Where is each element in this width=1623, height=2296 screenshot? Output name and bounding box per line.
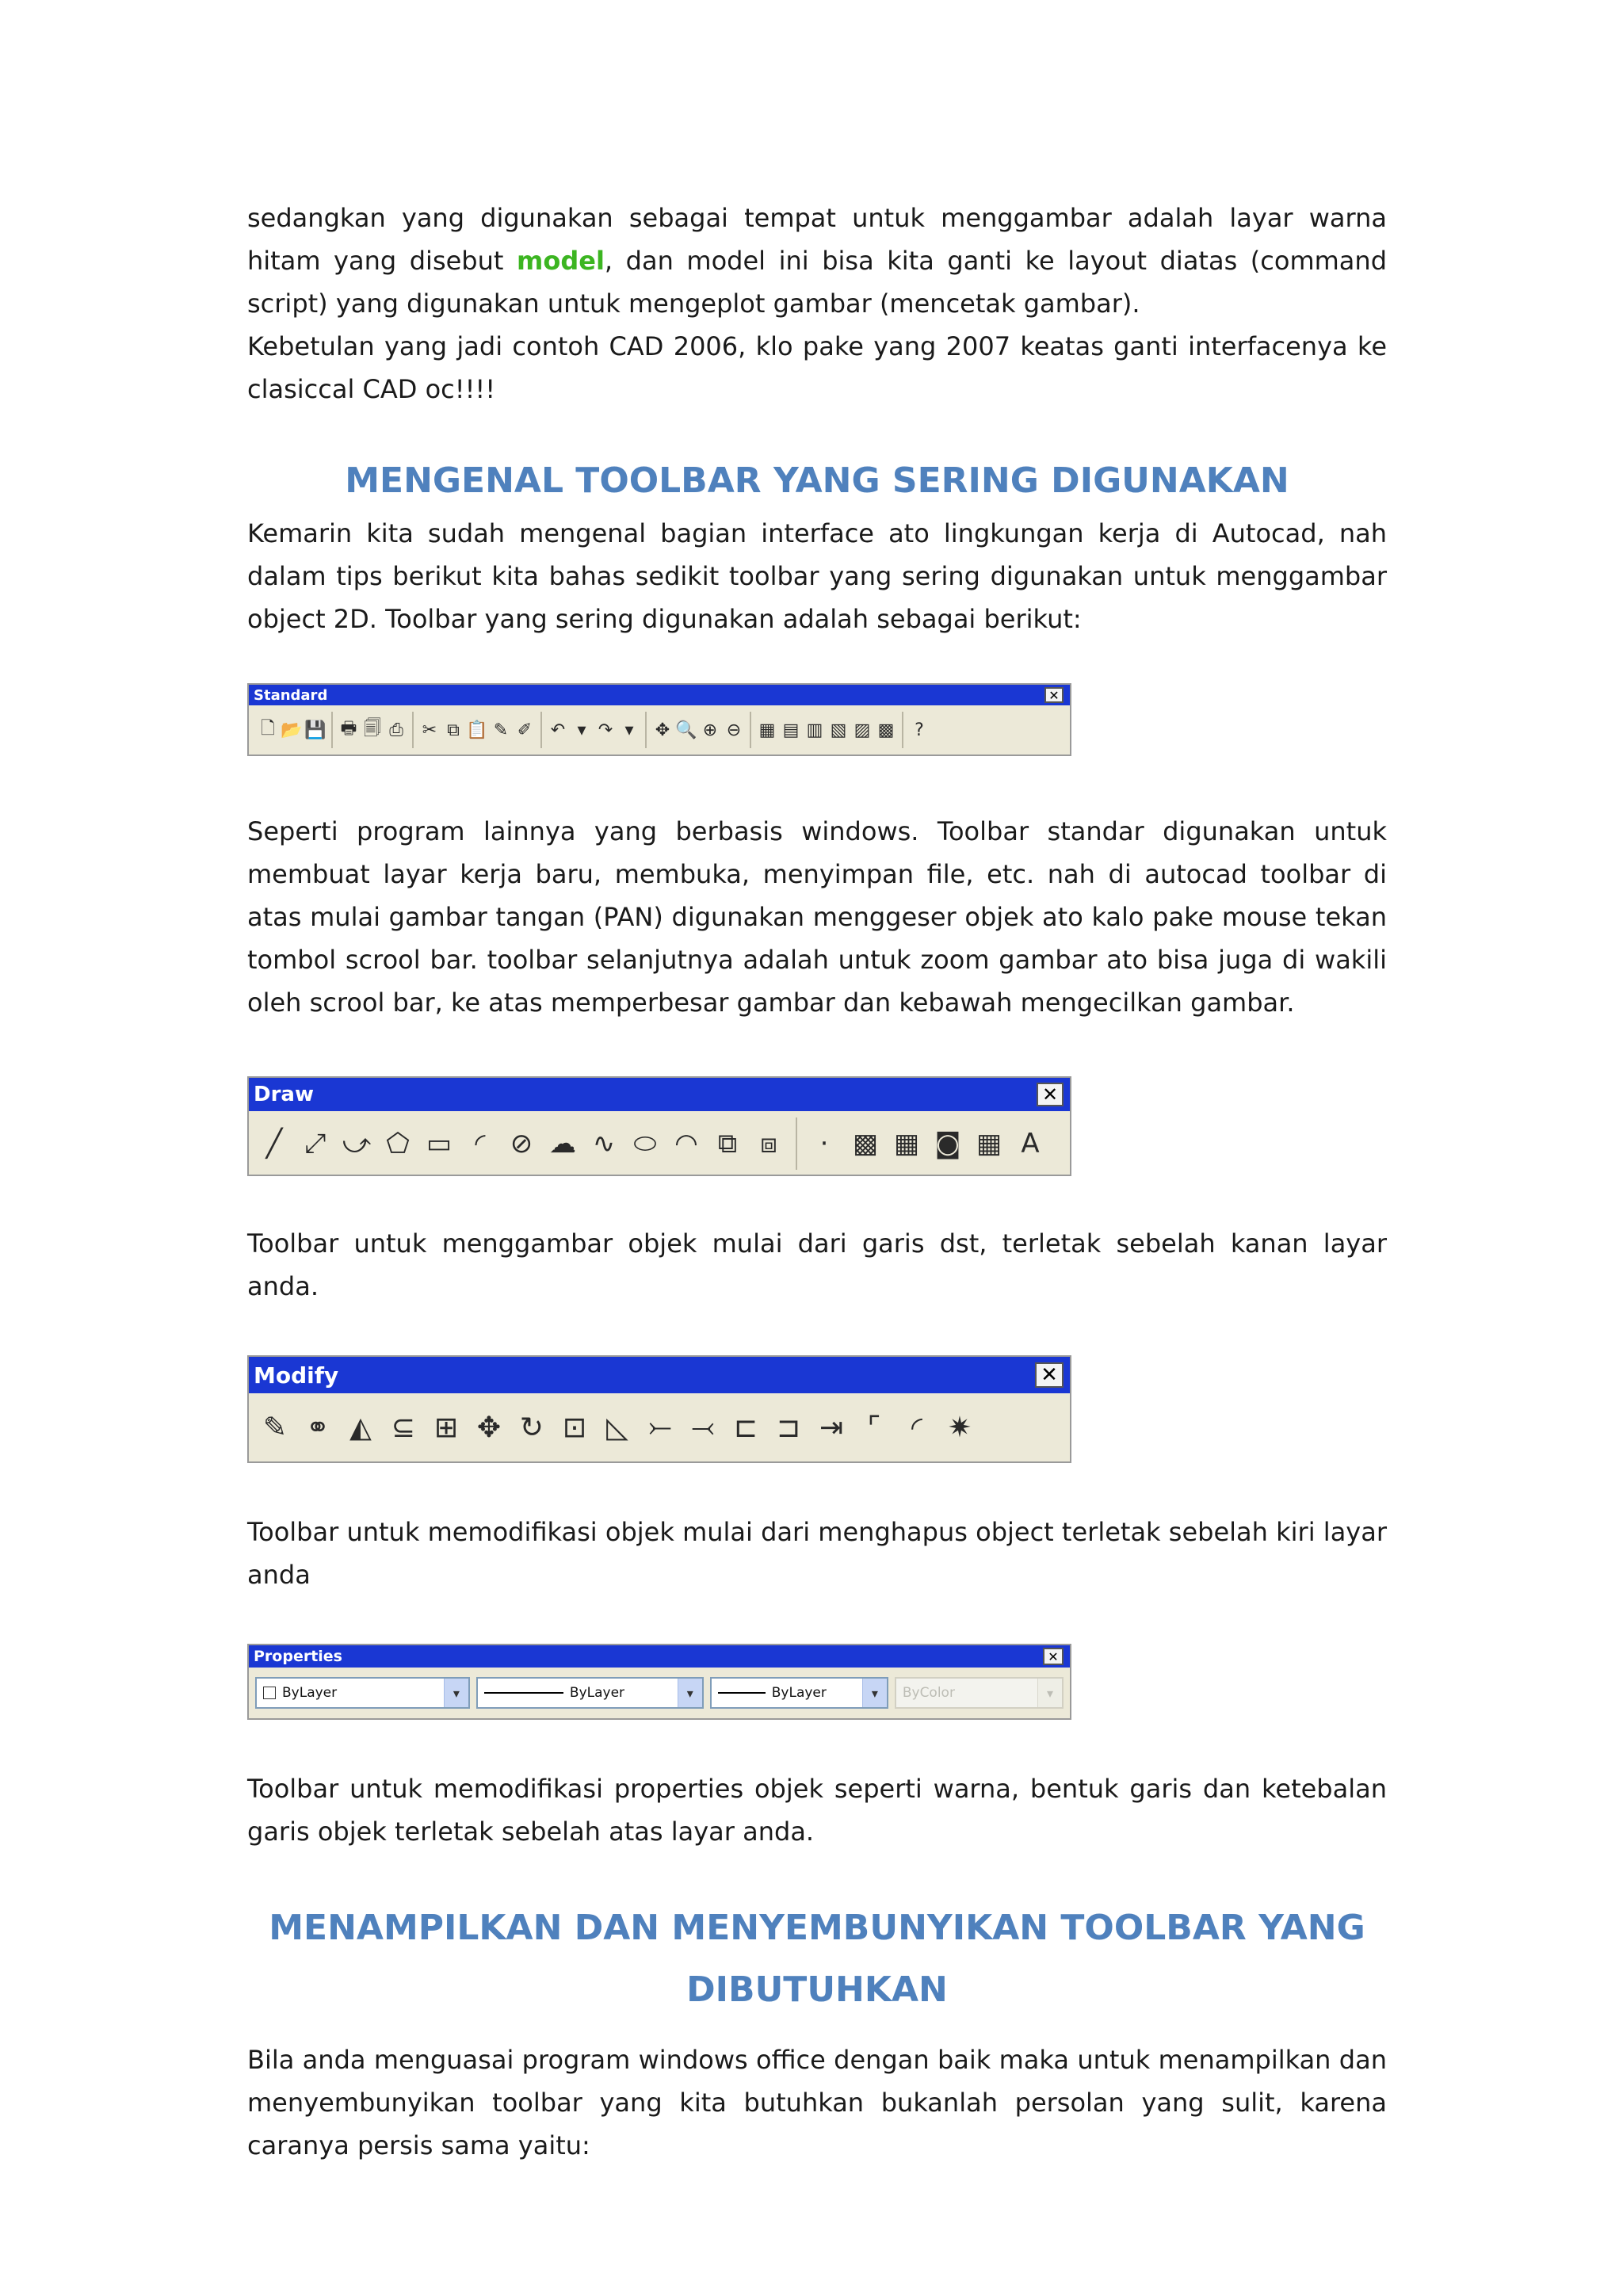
standard-toolbar-title: Standard bbox=[254, 686, 328, 704]
close-icon[interactable]: ✕ bbox=[1037, 1083, 1064, 1106]
plotstyle-control-select bbox=[895, 1677, 1064, 1709]
offset-icon[interactable]: ⊆ bbox=[391, 1411, 416, 1444]
hatch-icon[interactable]: ▩ bbox=[852, 1128, 879, 1159]
zoom-window-icon[interactable]: ⊕ bbox=[702, 720, 718, 740]
zoom-realtime-icon[interactable]: 🔍 bbox=[675, 720, 697, 740]
arc-icon[interactable]: ◜ bbox=[475, 1128, 486, 1159]
toolbar-separator bbox=[750, 712, 751, 748]
polyline-icon[interactable]: ⤻ bbox=[342, 1128, 372, 1159]
zoom-previous-icon[interactable]: ⊖ bbox=[726, 720, 742, 740]
standard-toolbar-icons bbox=[249, 705, 1070, 755]
draw-toolbar-titlebar[interactable] bbox=[249, 1078, 1070, 1111]
help-icon[interactable]: ? bbox=[915, 720, 924, 740]
close-icon[interactable]: ✕ bbox=[1044, 687, 1064, 703]
erase-icon[interactable]: ✎ bbox=[262, 1411, 288, 1444]
toolbar-separator bbox=[902, 712, 903, 748]
toolbar-separator bbox=[540, 712, 542, 748]
toolbar-separator bbox=[645, 712, 647, 748]
toolbar-separator bbox=[331, 712, 333, 748]
copy-icon[interactable]: ⧉ bbox=[447, 720, 460, 740]
sheet-set-icon[interactable]: ▧ bbox=[830, 720, 847, 740]
properties-toolbar-title: Properties bbox=[254, 1648, 342, 1665]
table-icon[interactable]: ▦ bbox=[976, 1128, 1002, 1159]
copy-object-icon[interactable]: ⚭ bbox=[305, 1411, 330, 1444]
intro-paragraph-1: sedangkan yang digunakan sebagai tempat untuk menggambar adalah layar warna hitam yang disebut model, dan model ini bisa kita ganti ke layout diatas (command script) yang digunakan untuk mengeplot gambar (mencetak gambar). bbox=[247, 203, 1388, 319]
break-icon[interactable]: ⊐ bbox=[776, 1411, 801, 1444]
lineweight-control-value: ByLayer bbox=[771, 1685, 827, 1701]
chevron-down-icon[interactable]: ▾ bbox=[862, 1679, 887, 1707]
pan-icon[interactable]: ✥ bbox=[655, 720, 670, 740]
tool-palettes-icon[interactable]: ▥ bbox=[806, 720, 823, 740]
toolbar-separator bbox=[796, 1117, 797, 1170]
paste-icon[interactable]: 📋 bbox=[466, 720, 488, 740]
properties-icon[interactable]: ▦ bbox=[758, 720, 776, 740]
extend-icon[interactable]: ⤙ bbox=[691, 1411, 715, 1443]
modify-toolbar-title: Modify bbox=[254, 1362, 339, 1389]
revision-cloud-icon[interactable]: ☁ bbox=[549, 1128, 576, 1159]
polygon-icon[interactable]: ⬠ bbox=[386, 1128, 410, 1159]
point-icon[interactable]: · bbox=[819, 1128, 829, 1159]
redo-dropdown-icon[interactable]: ▾ bbox=[624, 720, 634, 740]
stretch-icon[interactable]: ◺ bbox=[606, 1411, 628, 1444]
trim-icon[interactable]: ⤚ bbox=[648, 1411, 672, 1443]
scale-icon[interactable]: ⊡ bbox=[562, 1411, 587, 1444]
ellipse-icon[interactable]: ⬭ bbox=[633, 1128, 657, 1159]
print-preview-icon[interactable]: 🗐 bbox=[364, 719, 381, 739]
design-center-icon[interactable]: ▤ bbox=[782, 720, 800, 740]
spline-icon[interactable]: ∿ bbox=[592, 1128, 616, 1159]
chevron-down-icon[interactable]: ▾ bbox=[444, 1679, 468, 1707]
properties-toolbar-controls bbox=[249, 1668, 1070, 1718]
ellipse-arc-icon[interactable]: ◠ bbox=[674, 1128, 698, 1159]
toolbar-separator bbox=[412, 712, 414, 748]
rectangle-icon[interactable]: ▭ bbox=[426, 1128, 453, 1159]
rotate-icon[interactable]: ↻ bbox=[519, 1411, 544, 1444]
lineweight-sample-icon bbox=[718, 1692, 766, 1694]
undo-dropdown-icon[interactable]: ▾ bbox=[577, 720, 586, 740]
document-page bbox=[247, 197, 1387, 2167]
join-icon[interactable]: ⇥ bbox=[819, 1411, 844, 1444]
section1-intro-paragraph: Kemarin kita sudah mengenal bagian interface ato lingkungan kerja di Autocad, nah dalam tips berikut kita bahas sedikit toolbar yang sering digunakan untuk menggambar object 2D. Toolbar yang sering digunakan adalah sebagai berikut: bbox=[247, 518, 1387, 634]
intro-paragraph-2: Kebetulan yang jadi contoh CAD 2006, klo pake yang 2007 keatas ganti interfacenya ke clasiccal CAD oc!!!! bbox=[247, 331, 1387, 404]
line-icon[interactable]: ╱ bbox=[265, 1128, 283, 1159]
chamfer-icon[interactable]: ⌜ bbox=[867, 1411, 881, 1444]
construction-line-icon[interactable]: ⤢ bbox=[304, 1128, 327, 1159]
draw-toolbar-title: Draw bbox=[254, 1083, 314, 1106]
save-icon[interactable]: 💾 bbox=[304, 720, 327, 740]
properties-toolbar-description: Toolbar untuk memodifikasi properties objek seperti warna, bentuk garis dan ketebalan garis objek terletak sebelah atas layar anda. bbox=[247, 1774, 1387, 1847]
standard-toolbar-description: Seperti program lainnya yang berbasis windows. Toolbar standar digunakan untuk membuat layar kerja baru, membuka, menyimpan file, etc. nah di autocad toolbar di atas mulai gambar tangan (PAN) digunakan menggeser objek ato kalo pake mouse tekan tombol scrool bar. toolbar selanjutnya adalah untuk zoom gambar ato bisa juga di wakili oleh scrool bar, ke atas memperbesar gambar dan kebawah mengecilkan gambar. bbox=[247, 816, 1387, 1018]
multiline-text-icon[interactable]: A bbox=[1021, 1128, 1040, 1159]
section-heading-show-hide: MENAMPILKAN DAN MENYEMBUNYIKAN TOOLBAR YANG DIBUTUHKAN bbox=[269, 1908, 1365, 2010]
modify-toolbar bbox=[247, 1355, 1071, 1463]
linetype-sample-icon bbox=[484, 1692, 563, 1694]
make-block-icon[interactable]: ⧈ bbox=[760, 1128, 777, 1159]
draw-toolbar-icons bbox=[249, 1111, 1070, 1176]
print-icon[interactable]: 🖶 bbox=[340, 719, 357, 739]
new-icon[interactable]: 🗋 bbox=[261, 719, 275, 739]
linetype-control-value: ByLayer bbox=[569, 1685, 625, 1701]
cut-icon[interactable]: ✂ bbox=[422, 720, 437, 740]
array-icon[interactable]: ⊞ bbox=[433, 1411, 459, 1444]
model-highlight: model bbox=[517, 246, 605, 276]
modify-toolbar-icons bbox=[249, 1393, 1070, 1461]
insert-block-icon[interactable]: ⧉ bbox=[717, 1128, 738, 1159]
break-at-point-icon[interactable]: ⊏ bbox=[733, 1411, 758, 1444]
modify-toolbar-titlebar[interactable] bbox=[249, 1357, 1070, 1393]
standard-toolbar-titlebar[interactable] bbox=[249, 685, 1070, 705]
lineweight-control-select[interactable] bbox=[710, 1677, 888, 1709]
region-icon[interactable]: ◙ bbox=[934, 1128, 961, 1159]
block-editor-icon[interactable]: ✐ bbox=[517, 720, 533, 740]
modify-toolbar-description: Toolbar untuk memodifikasi objek mulai dari menghapus object terletak sebelah kiri layar anda bbox=[247, 1517, 1387, 1590]
properties-toolbar-titlebar[interactable] bbox=[249, 1645, 1070, 1668]
mirror-icon[interactable]: ◭ bbox=[349, 1411, 372, 1444]
section2-paragraph: Bila anda menguasai program windows office dengan baik maka untuk menampilkan dan menyembunyikan toolbar yang kita butuhkan bukanlah persolan yang sulit, karena caranya persis sama yaitu: bbox=[247, 2045, 1387, 2160]
explode-icon[interactable]: ✷ bbox=[947, 1411, 972, 1444]
draw-toolbar bbox=[247, 1076, 1071, 1176]
linetype-control-select[interactable] bbox=[476, 1677, 704, 1709]
standard-toolbar bbox=[247, 683, 1071, 756]
section-heading-toolbar: MENGENAL TOOLBAR YANG SERING DIGUNAKAN bbox=[345, 460, 1289, 501]
calculator-icon[interactable]: ▩ bbox=[877, 720, 895, 740]
gradient-icon[interactable]: ▦ bbox=[893, 1128, 920, 1159]
close-icon[interactable]: ✕ bbox=[1035, 1362, 1064, 1388]
plotstyle-control-value: ByColor bbox=[902, 1685, 955, 1701]
circle-icon[interactable]: ⊘ bbox=[510, 1128, 533, 1159]
fillet-icon[interactable]: ◜ bbox=[911, 1411, 922, 1444]
properties-toolbar bbox=[247, 1644, 1071, 1720]
chevron-down-icon: ▾ bbox=[1037, 1679, 1062, 1707]
move-icon[interactable]: ✥ bbox=[476, 1411, 502, 1444]
chevron-down-icon[interactable]: ▾ bbox=[678, 1679, 702, 1707]
markup-icon[interactable]: ▨ bbox=[854, 720, 871, 740]
open-icon[interactable]: 📂 bbox=[281, 720, 303, 740]
color-swatch-icon bbox=[263, 1687, 276, 1699]
undo-icon[interactable]: ↶ bbox=[550, 720, 566, 740]
publish-icon[interactable]: ⎙ bbox=[389, 720, 403, 740]
draw-toolbar-description: Toolbar untuk menggambar objek mulai dari garis dst, terletak sebelah kanan layar anda. bbox=[247, 1228, 1387, 1301]
color-control-value: ByLayer bbox=[282, 1685, 338, 1701]
color-control-select[interactable] bbox=[255, 1677, 470, 1709]
close-icon[interactable]: ✕ bbox=[1043, 1648, 1064, 1665]
match-properties-icon[interactable]: ✎ bbox=[493, 720, 509, 740]
redo-icon[interactable]: ↷ bbox=[598, 720, 613, 740]
